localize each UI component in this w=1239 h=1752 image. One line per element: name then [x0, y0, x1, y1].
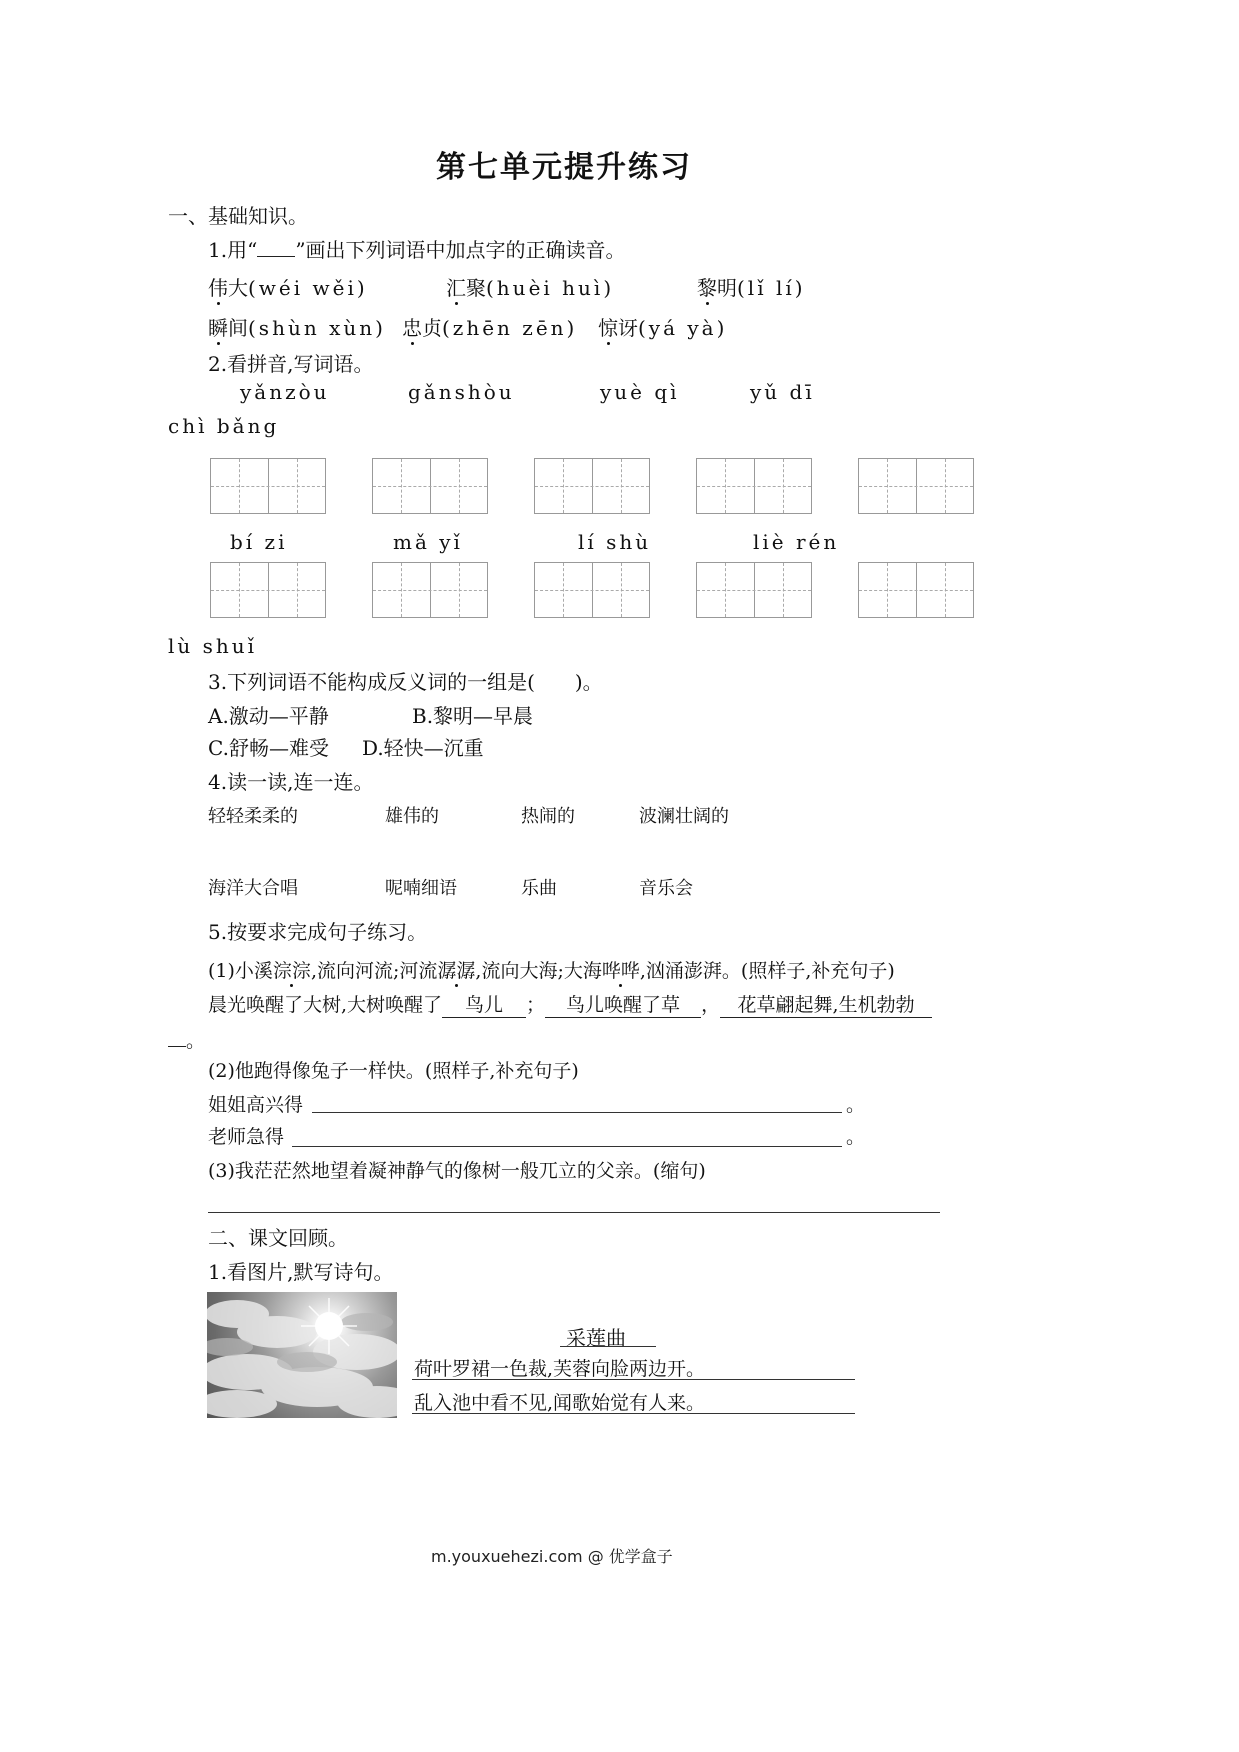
answer-blank[interactable]: 鸟儿 [442, 990, 526, 1018]
dotted-word: 潺潺 [437, 960, 476, 982]
q2-pinyin: lù shuǐ [168, 634, 258, 658]
q5-sentence-1-answer: 晨光唤醒了大树,大树唤醒了 鸟儿 ； 鸟儿唤醒了草 ， 花草翩起舞,生机勃勃 [208, 990, 932, 1018]
q5-sentence-1: (1)小溪淙淙,流向河流;河流潺潺,流向大海;大海哗哗,汹涌澎湃。(照样子,补充句子) [208, 960, 895, 982]
q5-sentence-2: (2)他跑得像兔子一样快。(照样子,补充句子) [208, 1060, 579, 1082]
answer-line[interactable] [292, 1146, 842, 1147]
writing-grid[interactable] [696, 562, 812, 618]
q3-option-c[interactable]: C.舒畅—难受 [208, 736, 329, 760]
sentence-end-mark: 。 [846, 1094, 866, 1116]
footer-watermark: m.youxuehezi.com @ 优学盒子 [431, 1547, 673, 1566]
q2-pinyin: mǎ yǐ [393, 530, 463, 554]
writing-grid[interactable] [210, 458, 326, 514]
q1-item-2: 汇聚(huèi huì) [446, 276, 615, 300]
dotted-word: 淙淙 [272, 960, 311, 982]
writing-grid[interactable] [858, 458, 974, 514]
page-title: 第七单元提升练习 [436, 150, 692, 185]
q2-pinyin: yuè qì [600, 380, 680, 404]
sentence-end-mark: 。 [846, 1126, 866, 1148]
q4-top-item[interactable]: 热闹的 [521, 806, 575, 827]
q4-top-item[interactable]: 雄伟的 [385, 806, 439, 827]
poem-line-2: 乱入池中看不见,闻歌始觉有人来。 [414, 1392, 706, 1414]
answer-line[interactable] [560, 1346, 656, 1347]
dotted-word: 哗哗 [601, 960, 640, 982]
q2-pinyin: lí shù [578, 530, 652, 554]
q4-bottom-item[interactable]: 海洋大合唱 [208, 878, 298, 899]
q5-sentence-3: (3)我茫茫然地望着凝神静气的像树一般兀立的父亲。(缩句) [208, 1160, 706, 1182]
answer-blank[interactable]: 花草翩起舞,生机勃勃 [720, 990, 932, 1018]
sun-cloud-image [207, 1292, 397, 1418]
q4-prompt: 4.读一读,连一连。 [208, 770, 374, 794]
section2-heading: 二、课文回顾。 [208, 1226, 348, 1250]
q4-bottom-item[interactable]: 呢喃细语 [385, 878, 457, 899]
q2-pinyin: liè rén [753, 530, 840, 554]
writing-grid[interactable] [858, 562, 974, 618]
q1-item-3: 黎明(lǐ lí) [697, 276, 806, 300]
q5-sentence-2b: 老师急得 [208, 1126, 285, 1148]
answer-line[interactable] [208, 1212, 940, 1213]
answer-line[interactable] [412, 1379, 855, 1380]
q2-pinyin: yǔ dī [750, 380, 815, 404]
q1-item-4: 瞬间(shùn xùn) [208, 316, 386, 340]
q5-prompt: 5.按要求完成句子练习。 [208, 920, 428, 944]
q1-item-6: 惊讶(yá yà) [598, 316, 728, 340]
q4-top-item[interactable]: 轻轻柔柔的 [208, 806, 298, 827]
writing-grid[interactable] [372, 458, 488, 514]
answer-blank[interactable]: 鸟儿唤醒了草 [545, 990, 701, 1018]
q2-pinyin: bí zi [230, 530, 288, 554]
q4-bottom-item[interactable]: 音乐会 [639, 878, 693, 899]
q3-prompt: 3.下列词语不能构成反义词的一组是( )。 [208, 670, 603, 694]
answer-line[interactable] [312, 1112, 842, 1113]
sky-photo [207, 1292, 397, 1418]
q3-option-b[interactable]: B.黎明—早晨 [412, 704, 534, 728]
writing-grid[interactable] [696, 458, 812, 514]
poem-title: 采莲曲 [566, 1326, 626, 1350]
section1-heading: 一、基础知识。 [168, 204, 308, 228]
q1-item-5: 忠贞(zhēn zēn) [402, 316, 578, 340]
q5-sentence-2a: 姐姐高兴得 [208, 1094, 304, 1116]
q1-item-1: 伟大(wéi wěi) [208, 276, 368, 300]
answer-line[interactable] [412, 1413, 855, 1414]
q3-option-d[interactable]: D.轻快—沉重 [362, 736, 484, 760]
writing-grid[interactable] [534, 562, 650, 618]
q4-bottom-item[interactable]: 乐曲 [521, 878, 557, 899]
q2-pinyin: gǎnshòu [408, 380, 515, 404]
writing-grid[interactable] [534, 458, 650, 514]
q1-prompt: 1.用“ ”画出下列词语中加点字的正确读音。 [208, 238, 626, 262]
q2-pinyin: chì bǎng [168, 414, 280, 438]
writing-grid[interactable] [210, 562, 326, 618]
q3-option-a[interactable]: A.激动—平静 [208, 704, 329, 728]
section2-q1-prompt: 1.看图片,默写诗句。 [208, 1260, 394, 1284]
q2-pinyin: yǎnzòu [240, 380, 330, 404]
q5-sentence-1-end: 。 [168, 1026, 205, 1053]
q4-top-item[interactable]: 波澜壮阔的 [639, 806, 729, 827]
writing-grid[interactable] [372, 562, 488, 618]
q2-prompt: 2.看拼音,写词语。 [208, 352, 374, 376]
poem-line-1: 荷叶罗裙一色裁,芙蓉向脸两边开。 [414, 1358, 706, 1380]
